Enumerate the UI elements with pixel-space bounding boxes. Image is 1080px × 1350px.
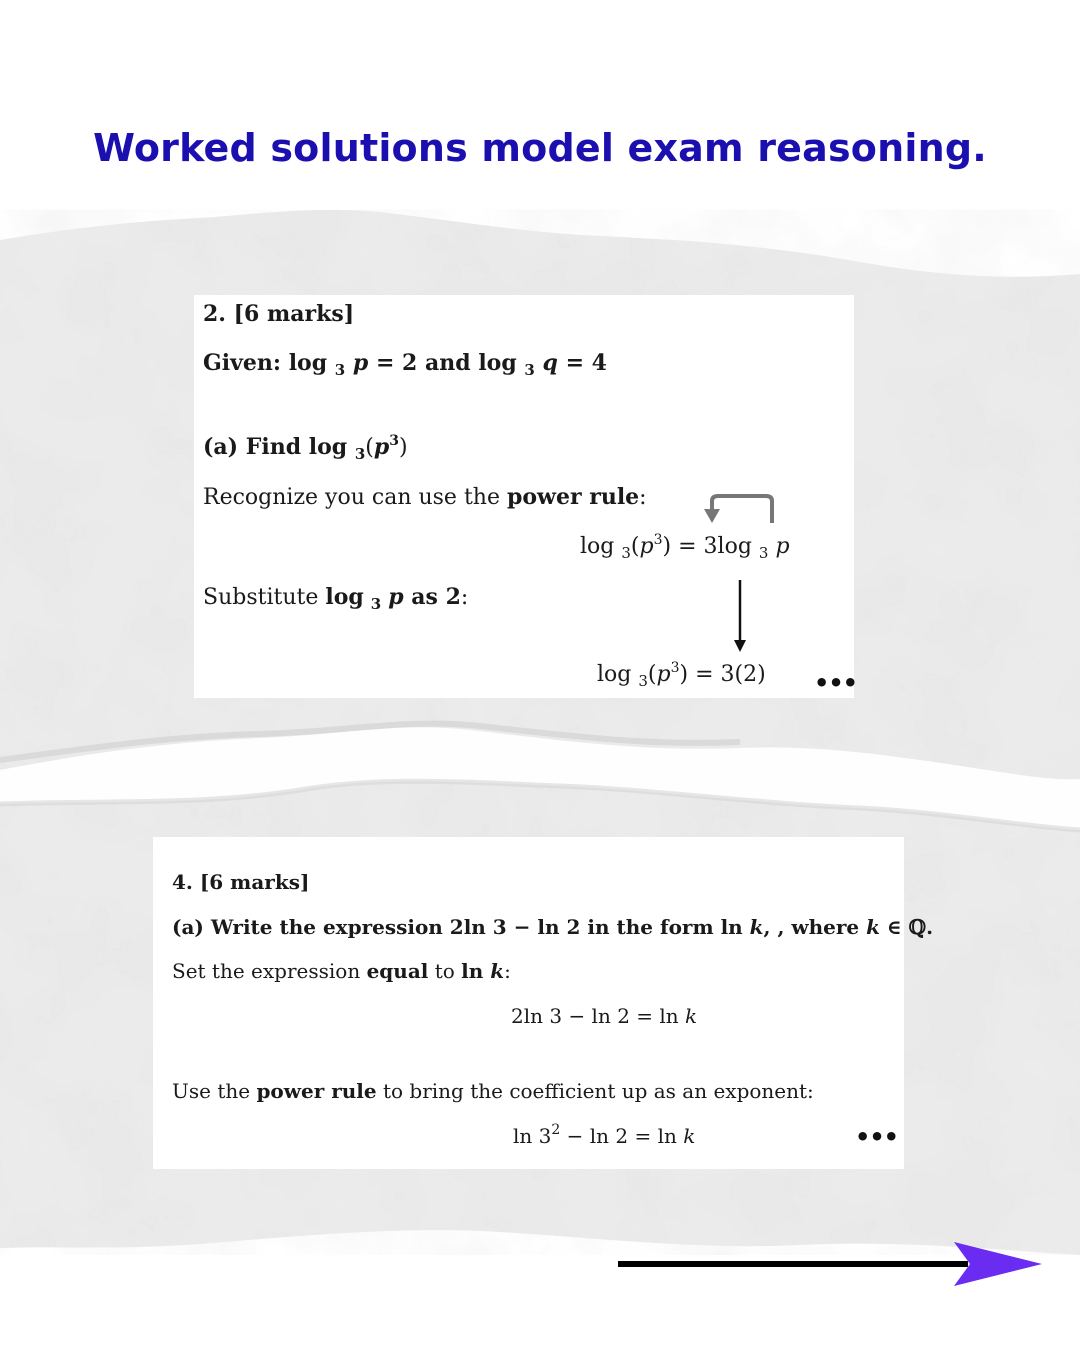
solution-card-question-2 [194, 295, 858, 698]
equation-power-applied: $\ln 3^2 - \ln 2 = \ln k$ [513, 1122, 696, 1148]
recognize-power-rule: Recognize you can use the power rule: [203, 484, 647, 510]
arrow-right-icon[interactable] [618, 1238, 1048, 1290]
curved-arrow-icon [696, 493, 786, 533]
headline: Worked solutions model exam reasoning. [93, 126, 987, 170]
solution-card-question-4 [153, 837, 934, 1169]
down-arrow-icon [730, 578, 750, 658]
equation-substituted: $\log _3(p^3) = 3(2)$ [597, 660, 766, 690]
set-expression-instruction: Set the expression equal to ln k: [172, 959, 511, 983]
equation-set-equal: 2ln 3 − ln 2 = ln k [511, 1004, 698, 1028]
question-number: 4. [6 marks] [172, 870, 310, 894]
more-ellipsis-icon: ••• [855, 1123, 899, 1151]
more-ellipsis-icon: ••• [814, 669, 858, 697]
part-a-heading: (a) Find $\log _3(p^3)$ [203, 433, 408, 463]
question-number: 2. [6 marks] [203, 301, 355, 327]
part-a-heading: (a) Write the expression 2ln 3 − ln 2 in the form ln k, , where k ∈ ℚ. [172, 915, 934, 939]
given-statement: Given: log $_3$ p = 2 and log $_3$ q = 4 [203, 350, 607, 379]
use-power-rule-instruction: Use the power rule to bring the coefficient up as an exponent: [172, 1079, 814, 1103]
equation-power-rule: $\log _3(p^3) = 3\log$ $_3$ p [580, 532, 790, 562]
substitute-instruction: Substitute log $_3$ p as 2: [203, 584, 469, 613]
